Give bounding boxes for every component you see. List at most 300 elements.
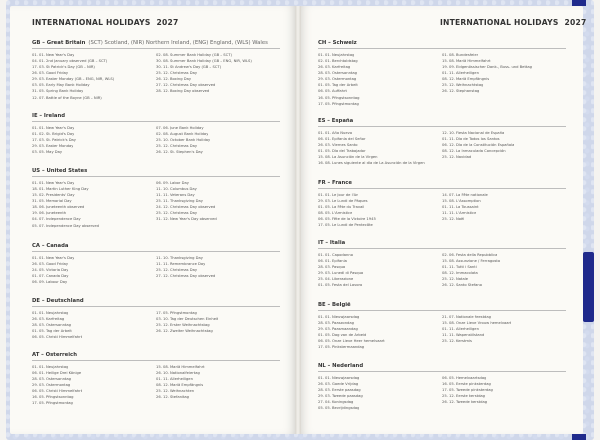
holiday-date: 01. 01.: [318, 314, 331, 319]
holiday-date: 02. 08.: [156, 52, 169, 57]
holiday-name: Victoria Day: [46, 267, 69, 272]
holiday-name: Easter Monday (GB – ENG, NIR, WLS): [46, 77, 115, 82]
holiday-columns: [318, 314, 566, 351]
holiday-name: Pfingstsonntag: [332, 95, 360, 100]
holiday-date: 17. 03.: [32, 64, 45, 69]
holiday-date: 15. 08.: [442, 320, 455, 325]
country-name: BE – België: [318, 302, 351, 308]
holiday-date: 28. 03.: [318, 320, 331, 325]
holiday-date: 06. 01.: [32, 370, 45, 375]
holiday-columns: [318, 192, 566, 229]
holiday-columns: [32, 52, 280, 101]
holiday-row: [442, 154, 566, 160]
holiday-name: New Year's Day observed: [170, 217, 217, 222]
holiday-name: Weihnachtstag: [456, 83, 484, 88]
holiday-name: Mariä Empfängnis: [170, 382, 204, 387]
section-title: [318, 363, 566, 372]
holiday-date: 26. 12.: [442, 283, 455, 288]
holiday-columns: [32, 310, 280, 341]
holiday-name: Christmas Day observed: [170, 83, 216, 88]
section-title: [32, 243, 280, 252]
holiday-name: Onze Lieve Heer hemelvaart: [332, 339, 385, 344]
holiday-column: [442, 130, 566, 167]
holiday-date: 17. 05.: [156, 310, 169, 315]
header-title: INTERNATIONAL HOLIDAYS: [440, 18, 559, 27]
section-ca: [32, 243, 280, 285]
holiday-date: 25. 12.: [442, 277, 455, 282]
holiday-name: La Toussaint: [456, 204, 479, 209]
holiday-column: [32, 180, 156, 229]
holiday-date: 01. 02.: [32, 131, 45, 136]
holiday-name: Independence Day observed: [46, 223, 99, 228]
holiday-name: Erster Weihnachtstag: [170, 322, 210, 327]
holiday-date: 02. 08.: [156, 131, 169, 136]
holiday-name: New Year's Day: [46, 255, 75, 260]
holiday-date: 16. 05.: [442, 381, 455, 386]
holiday-name: August Bank Holiday: [170, 131, 209, 136]
holiday-name: Assunzione / Ferragosto: [456, 258, 501, 263]
holiday-date: 02. 06.: [442, 252, 455, 257]
holiday-name: Pasqua: [332, 264, 346, 269]
holiday-date: 28. 03.: [32, 322, 45, 327]
section-title: [318, 302, 566, 311]
holiday-name: Christmas Day: [170, 143, 198, 148]
holiday-date: 06. 05.: [318, 89, 331, 94]
holiday-date: 01. 01.: [318, 375, 331, 380]
holiday-name: Liberazione: [332, 277, 354, 282]
country-name: NL – Nederland: [318, 363, 364, 369]
holiday-row: [156, 149, 280, 155]
holiday-name: Tag der Arbeit: [332, 83, 358, 88]
holiday-name: Pfingstsonntag: [46, 395, 74, 400]
holiday-date: 29. 03.: [32, 77, 45, 82]
holiday-date: 24. 05.: [32, 267, 45, 272]
section-ie: [32, 113, 280, 155]
holiday-date: 11. 11.: [156, 192, 169, 197]
right-page-header: [440, 18, 586, 27]
holiday-name: Weihnachten: [170, 389, 195, 394]
holiday-name: Stephanstag: [456, 89, 480, 94]
holiday-date: 12. 10.: [442, 130, 455, 135]
holiday-row: [32, 95, 156, 101]
holiday-name: Ostermontag: [46, 382, 71, 387]
holiday-date: 15. 08.: [442, 58, 455, 63]
holiday-date: 01. 01.: [318, 52, 331, 57]
holiday-columns: [318, 52, 566, 107]
holiday-column: [32, 255, 156, 286]
holiday-date: 25. 12.: [442, 393, 455, 398]
holiday-date: 28. 03.: [318, 70, 331, 75]
header-year: 2027: [564, 18, 587, 27]
holiday-date: 15. 08.: [156, 364, 169, 369]
holiday-name: Bevrijdingsdag: [332, 406, 360, 411]
holiday-date: 31. 12.: [156, 217, 169, 222]
holiday-name: Wapenstilstand: [456, 332, 485, 337]
holiday-name: Veterans Day: [170, 192, 195, 197]
holiday-date: 31. 05.: [32, 89, 45, 94]
holiday-name: Festa del Lavoro: [332, 283, 363, 288]
holiday-name: June Bank Holiday: [170, 125, 204, 130]
holiday-date: 26. 03.: [32, 316, 45, 321]
holiday-date: 04. 01.: [32, 58, 45, 63]
holiday-date: 26. 12.: [156, 395, 169, 400]
holiday-column: [442, 192, 566, 229]
holiday-date: 15. 08.: [442, 258, 455, 263]
holiday-date: 01. 11.: [442, 204, 455, 209]
holiday-row: [318, 160, 442, 166]
holiday-name: Día de Todos los Santos: [456, 136, 500, 141]
header-year: 2027: [156, 18, 179, 27]
holiday-date: 24. 12.: [156, 205, 169, 210]
holiday-date: 26. 10.: [156, 370, 169, 375]
holiday-date: 16. 05.: [318, 95, 331, 100]
holiday-date: 01. 05.: [318, 332, 331, 337]
holiday-column: [156, 364, 280, 407]
holiday-row: [442, 88, 566, 94]
holiday-date: 01. 08.: [442, 52, 455, 57]
holiday-date: 16. 08.: [318, 161, 331, 166]
holiday-date: 21. 07.: [442, 314, 455, 319]
holiday-name: Christi Himmelfahrt: [46, 335, 83, 340]
holiday-name: Onze Lieve Vrouw hemelvaart: [456, 320, 512, 325]
holiday-date: 06. 01.: [318, 136, 331, 141]
holiday-date: 25. 12.: [442, 155, 455, 160]
holiday-column: [156, 310, 280, 341]
holiday-column: [156, 125, 280, 156]
holiday-name: Santo Stefano: [456, 283, 483, 288]
holiday-row: [32, 223, 156, 229]
ribbon-bookmark: [583, 252, 594, 322]
holiday-name: Neujahrstag: [332, 52, 355, 57]
holiday-name: Memorial Day: [46, 198, 72, 203]
header-title: INTERNATIONAL HOLIDAYS: [32, 18, 151, 27]
holiday-row: [156, 216, 280, 222]
holiday-name: Christmas Day: [170, 70, 198, 75]
holiday-name: Eerste pinksterdag: [456, 381, 491, 386]
holiday-date: 27. 04.: [318, 400, 331, 405]
holiday-row: [32, 400, 156, 406]
left-page-header: [32, 18, 178, 27]
section-fr: [318, 180, 566, 228]
section-title: [32, 298, 280, 307]
holiday-columns: [318, 252, 566, 289]
holiday-date: 07. 06.: [156, 125, 169, 130]
holiday-date: 01. 11.: [442, 264, 455, 269]
holiday-row: [156, 328, 280, 334]
holiday-name: Tutti i Santi: [456, 264, 477, 269]
holiday-name: Battle of the Boyne (GB – NIR): [46, 95, 102, 100]
holiday-name: Zweiter Weihnachtstag: [170, 328, 213, 333]
holiday-name: Mariä Himmelfahrt: [456, 58, 491, 63]
holiday-column: [318, 52, 442, 107]
holiday-name: Labor Day: [170, 180, 189, 185]
section-es: [318, 118, 566, 166]
holiday-date: 25. 12.: [442, 339, 455, 344]
holiday-name: Karfreitag: [46, 316, 65, 321]
holiday-name: Allerheiligen: [456, 70, 479, 75]
holiday-date: 25. 11.: [156, 198, 169, 203]
holiday-row: [156, 88, 280, 94]
holiday-date: 18. 06.: [32, 205, 45, 210]
holiday-name: Thanksgiving Day: [170, 255, 203, 260]
holiday-date: 08. 12.: [442, 270, 455, 275]
holiday-name: Immacolata: [456, 270, 478, 275]
section-be: [318, 302, 566, 350]
holiday-date: 06. 12.: [442, 142, 455, 147]
holiday-date: 01. 05.: [318, 283, 331, 288]
holiday-name: Paasmaandag: [332, 326, 358, 331]
holiday-date: 17. 05.: [318, 101, 331, 106]
holiday-date: 01. 01.: [32, 255, 45, 260]
holiday-date: 14. 07.: [442, 192, 455, 197]
holiday-name: St. Patrick's Day: [46, 137, 76, 142]
holiday-name: Capodanno: [332, 252, 353, 257]
holiday-name: La Fête nationale: [456, 192, 488, 197]
holiday-date: 01. 11.: [442, 326, 455, 331]
holiday-date: 01. 01.: [318, 192, 331, 197]
holiday-date: 01. 01.: [318, 130, 331, 135]
holiday-name: Epifanía del Señor: [332, 136, 366, 141]
holiday-date: 25. 12.: [156, 211, 169, 216]
holiday-date: 16. 05.: [32, 395, 45, 400]
holiday-name: Summer Bank Holiday (GB – ENG, NIR, WLS): [170, 58, 252, 63]
holiday-name: St Andrew's Day (GB – SCT): [170, 64, 222, 69]
holiday-date: 15. 08.: [318, 155, 331, 160]
holiday-column: [318, 130, 442, 167]
country-name: GB – Great Britain: [32, 40, 86, 46]
holiday-date: 29. 03.: [318, 77, 331, 82]
holiday-date: 08. 12.: [442, 77, 455, 82]
holiday-date: 26. 12.: [156, 77, 169, 82]
holiday-name: Christmas Day: [170, 211, 198, 216]
holiday-date: 28. 03.: [318, 387, 331, 392]
holiday-name: 2nd January observed (GB – SCT): [46, 58, 108, 63]
holiday-name: Good Friday: [46, 261, 69, 266]
holiday-name: Noël: [456, 217, 465, 222]
holiday-column: [318, 252, 442, 289]
holiday-name: Labour Day: [46, 280, 68, 285]
holiday-date: 19. 06.: [32, 211, 45, 216]
section-us: [32, 168, 280, 229]
holiday-date: 29. 03.: [32, 382, 45, 387]
holiday-name: Le Lundi de Pâques: [332, 198, 368, 203]
section-gb: [32, 40, 280, 101]
holiday-name: Martin Luther King Day: [46, 186, 89, 191]
holiday-date: 17. 05.: [318, 345, 331, 350]
holiday-name: Christi Himmelfahrt: [46, 389, 83, 394]
holiday-name: Christmas Day observed: [170, 205, 216, 210]
holiday-name: October Bank Holiday: [170, 137, 211, 142]
holiday-name: La Asunción de la Virgen: [332, 155, 378, 160]
holiday-date: 11. 11.: [442, 210, 455, 215]
holiday-name: Pinkstermaandag: [332, 345, 365, 350]
holiday-date: 01. 01.: [32, 52, 45, 57]
holiday-name: Día de la Constitución Española: [456, 142, 515, 147]
holiday-date: 26. 12.: [442, 400, 455, 405]
holiday-column: [442, 375, 566, 412]
holiday-name: Eerste paasdag: [332, 387, 361, 392]
holiday-name: New Year's Day: [46, 52, 75, 57]
holiday-name: Koningsdag: [332, 400, 354, 405]
holiday-date: 29. 03.: [318, 198, 331, 203]
holiday-row: [318, 282, 442, 288]
elastic-band-bottom: [572, 434, 586, 440]
holiday-date: 17. 05.: [318, 223, 331, 228]
holiday-name: Christmas Day: [170, 267, 198, 272]
holiday-name: Tweede pinksterdag: [456, 387, 493, 392]
book-spine: [295, 6, 301, 434]
holiday-date: 25. 12.: [156, 70, 169, 75]
holiday-date: 11. 11.: [156, 261, 169, 266]
holiday-name: Ostermontag: [332, 77, 357, 82]
country-name: AT – Österreich: [32, 352, 77, 358]
country-name: IE – Ireland: [32, 113, 66, 119]
holiday-date: 01. 01.: [32, 125, 45, 130]
holiday-name: Early May Bank Holiday: [46, 83, 90, 88]
holiday-date: 30. 11.: [156, 64, 169, 69]
holiday-column: [318, 375, 442, 412]
holiday-date: 01. 01.: [32, 364, 45, 369]
holiday-date: 01. 01.: [32, 310, 45, 315]
holiday-date: 03. 05.: [32, 83, 45, 88]
holiday-name: Pfingstmontag: [170, 310, 197, 315]
holiday-date: 05. 05.: [318, 406, 331, 411]
holiday-date: 01. 01.: [318, 252, 331, 257]
holiday-columns: [32, 125, 280, 156]
holiday-date: 11. 11.: [442, 332, 455, 337]
holiday-column: [318, 192, 442, 229]
holiday-name: New Year's Day: [46, 180, 75, 185]
holiday-name: Eerste kerstdag: [456, 393, 486, 398]
holiday-date: 06. 01.: [318, 258, 331, 263]
holiday-date: 26. 03.: [318, 381, 331, 386]
holiday-name: Paaszondag: [332, 320, 354, 325]
holiday-name: Neujahrstag: [46, 364, 69, 369]
holiday-date: 06. 09.: [156, 180, 169, 185]
holiday-name: Le Jour de l'An: [332, 192, 359, 197]
holiday-date: 01. 05.: [318, 83, 331, 88]
section-nl: [318, 363, 566, 411]
holiday-date: 25. 12.: [156, 389, 169, 394]
holiday-name: Boxing Day observed: [170, 89, 210, 94]
section-ch: [318, 40, 566, 107]
holiday-date: 28. 03.: [32, 376, 45, 381]
country-name: FR – France: [318, 180, 353, 186]
holiday-date: 25. 04.: [318, 277, 331, 282]
holiday-row: [32, 149, 156, 155]
holiday-date: 31. 05.: [32, 198, 45, 203]
section-title: [32, 352, 280, 361]
holiday-columns: [318, 130, 566, 167]
holiday-name: Bundesfeier: [456, 52, 479, 57]
holiday-date: 15. 08.: [442, 198, 455, 203]
holiday-column: [32, 364, 156, 407]
holiday-date: 12. 07.: [32, 95, 45, 100]
holiday-row: [442, 399, 566, 405]
holiday-column: [442, 314, 566, 351]
holiday-name: Neujahrstag: [46, 310, 69, 315]
holiday-date: 05. 07.: [32, 223, 45, 228]
holiday-date: 01. 07.: [32, 273, 45, 278]
holiday-date: 06. 05.: [32, 335, 45, 340]
holiday-column: [156, 52, 280, 101]
holiday-name: La Inmaculada Concepción: [456, 148, 506, 153]
holiday-name: Ostersonntag: [46, 322, 71, 327]
holiday-name: L'Armistice: [456, 210, 477, 215]
holiday-date: 25. 12.: [442, 217, 455, 222]
holiday-name: Hemelvaartsdag: [456, 375, 487, 380]
country-name: CA – Canada: [32, 243, 69, 249]
holiday-name: Tweede kerstdag: [456, 400, 488, 405]
holiday-name: Easter Monday: [46, 143, 74, 148]
country-name: CH – Schweiz: [318, 40, 357, 46]
holiday-name: Mariä Empfängnis: [456, 77, 490, 82]
holiday-date: 25. 12.: [156, 143, 169, 148]
holiday-name: Good Friday: [46, 70, 69, 75]
holiday-name: Berchtoldstag: [332, 58, 358, 63]
holiday-date: 26. 03.: [318, 64, 331, 69]
holiday-name: Lunes siguiente al día de La Asunción de la Virgen: [332, 161, 425, 166]
holiday-name: Allerheiligen: [170, 376, 193, 381]
holiday-name: Tag der Deutschen Einheit: [170, 316, 219, 321]
holiday-name: Fiesta Nacional de España: [456, 130, 505, 135]
holiday-date: 29. 03.: [318, 270, 331, 275]
holiday-date: 29. 03.: [32, 143, 45, 148]
holiday-row: [156, 394, 280, 400]
holiday-column: [156, 255, 280, 286]
holiday-name: Goede Vrijdag: [332, 381, 359, 386]
holiday-row: [318, 405, 442, 411]
country-name: ES – España: [318, 118, 354, 124]
country-name: IT – Italia: [318, 240, 346, 246]
section-title: [318, 118, 566, 127]
holiday-date: 28. 03.: [318, 264, 331, 269]
holiday-date: 25. 12.: [442, 83, 455, 88]
holiday-date: 08. 05.: [318, 210, 331, 215]
section-it: [318, 240, 566, 288]
holiday-date: 06. 09.: [32, 280, 45, 285]
holiday-date: 26. 12.: [156, 328, 169, 333]
holiday-date: 19. 09.: [442, 64, 455, 69]
holiday-date: 03. 10.: [156, 316, 169, 321]
holiday-name: Pfingstmontag: [46, 401, 73, 406]
holiday-name: Allerheiligen: [456, 326, 479, 331]
holiday-date: 25. 12.: [156, 322, 169, 327]
holiday-date: 08. 12.: [156, 382, 169, 387]
holiday-name: Nationale feestdag: [456, 314, 491, 319]
holiday-date: 06. 05.: [32, 389, 45, 394]
holiday-date: 17. 05.: [442, 387, 455, 392]
holiday-name: Fête de la Victoire 1945: [332, 217, 376, 222]
holiday-name: Christmas Day observed: [170, 273, 216, 278]
country-name: US – United States: [32, 168, 88, 174]
section-title: [32, 168, 280, 177]
holiday-date: 28. 12.: [156, 89, 169, 94]
holiday-date: 01. 05.: [32, 328, 45, 333]
holiday-name: Dag van de Arbeid: [332, 332, 367, 337]
holiday-column: [32, 310, 156, 341]
holiday-name: Kerstmis: [456, 339, 472, 344]
holiday-name: Año Nuevo: [332, 130, 353, 135]
holiday-name: Presidents' Day: [46, 192, 75, 197]
holiday-date: 25. 12.: [156, 267, 169, 272]
holiday-name: Canada Day: [46, 273, 69, 278]
holiday-name: Auffahrt: [332, 89, 347, 94]
section-title: [32, 40, 280, 49]
holiday-name: May Day: [46, 150, 63, 155]
holiday-date: 26. 03.: [318, 142, 331, 147]
holiday-name: Nieuwjaarsdag: [332, 314, 360, 319]
